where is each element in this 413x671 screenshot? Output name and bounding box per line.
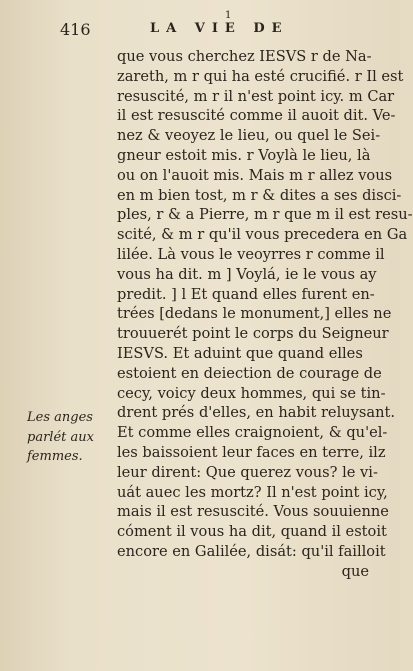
text-line: nez & veoyez le lieu, ou quel le Sei-	[117, 127, 381, 145]
margin-note-line: parlét aux	[27, 429, 94, 445]
text-line: il est resuscité comme il auoit dit. Ve-	[117, 107, 396, 125]
text-line: vous ha dit. m ] Voylá, ie le vous ay	[117, 265, 377, 283]
text-line: resuscité, m r il n'est point icy. m Car	[117, 87, 395, 105]
text-line: lilée. Là vous le veoyrres r comme il	[117, 245, 385, 263]
text-line: ou on l'auoit mis. Mais m r allez vous	[117, 166, 393, 184]
text-line: trées [dedans le monument,] elles ne	[117, 305, 392, 323]
margin-note	[27, 408, 109, 467]
body-text	[117, 47, 413, 582]
text-line: cóment il vous ha dit, quand il estoit	[117, 523, 387, 541]
text-line: uát auec les mortz? Il n'est point icy,	[117, 483, 388, 501]
text-line: trouuerét point le corps du Seigneur	[117, 325, 389, 343]
text-line: predit. ] l Et quand elles furent en-	[117, 285, 375, 303]
text-line: drent prés d'elles, en habit reluysant.	[117, 404, 395, 422]
catchword: que	[341, 562, 369, 580]
text-line: estoient en deiection de courage de	[117, 364, 382, 382]
text-line: en m bien tost, m r & dites a ses disci-	[117, 186, 402, 204]
text-line: cecy, voicy deux hommes, qui se tin-	[117, 384, 386, 402]
top-mark: 1	[225, 10, 232, 21]
text-line: zareth, m r qui ha esté crucifié. r Il est	[117, 67, 404, 85]
running-title: LA VIE DE	[150, 21, 289, 36]
text-line: scité, & m r qu'il vous precedera en Ga	[117, 226, 408, 244]
text-line: les baissoient leur faces en terre, ilz	[117, 443, 386, 461]
text-line: encore en Galilée, disát: qu'il failloit	[117, 542, 386, 560]
page-header	[0, 10, 400, 42]
page-number: 416	[60, 20, 91, 39]
text-line: IESVS. Et aduint que quand elles	[117, 344, 363, 362]
text-line: gneur estoit mis. r Voylà le lieu, là	[117, 146, 371, 164]
text-line: que vous cherchez IESVS r de Na-	[117, 48, 372, 65]
margin-note-line: femmes.	[27, 449, 83, 464]
text-line: leur dirent: Que querez vous? le vi-	[117, 463, 378, 481]
margin-note-line: Les anges	[27, 410, 93, 425]
text-line: ples, r & a Pierre, m r que m il est resu-	[117, 206, 413, 224]
text-line: mais il est resuscité. Vous souuienne	[117, 503, 389, 521]
text-line: Et comme elles craignoient, & qu'el-	[117, 424, 388, 442]
